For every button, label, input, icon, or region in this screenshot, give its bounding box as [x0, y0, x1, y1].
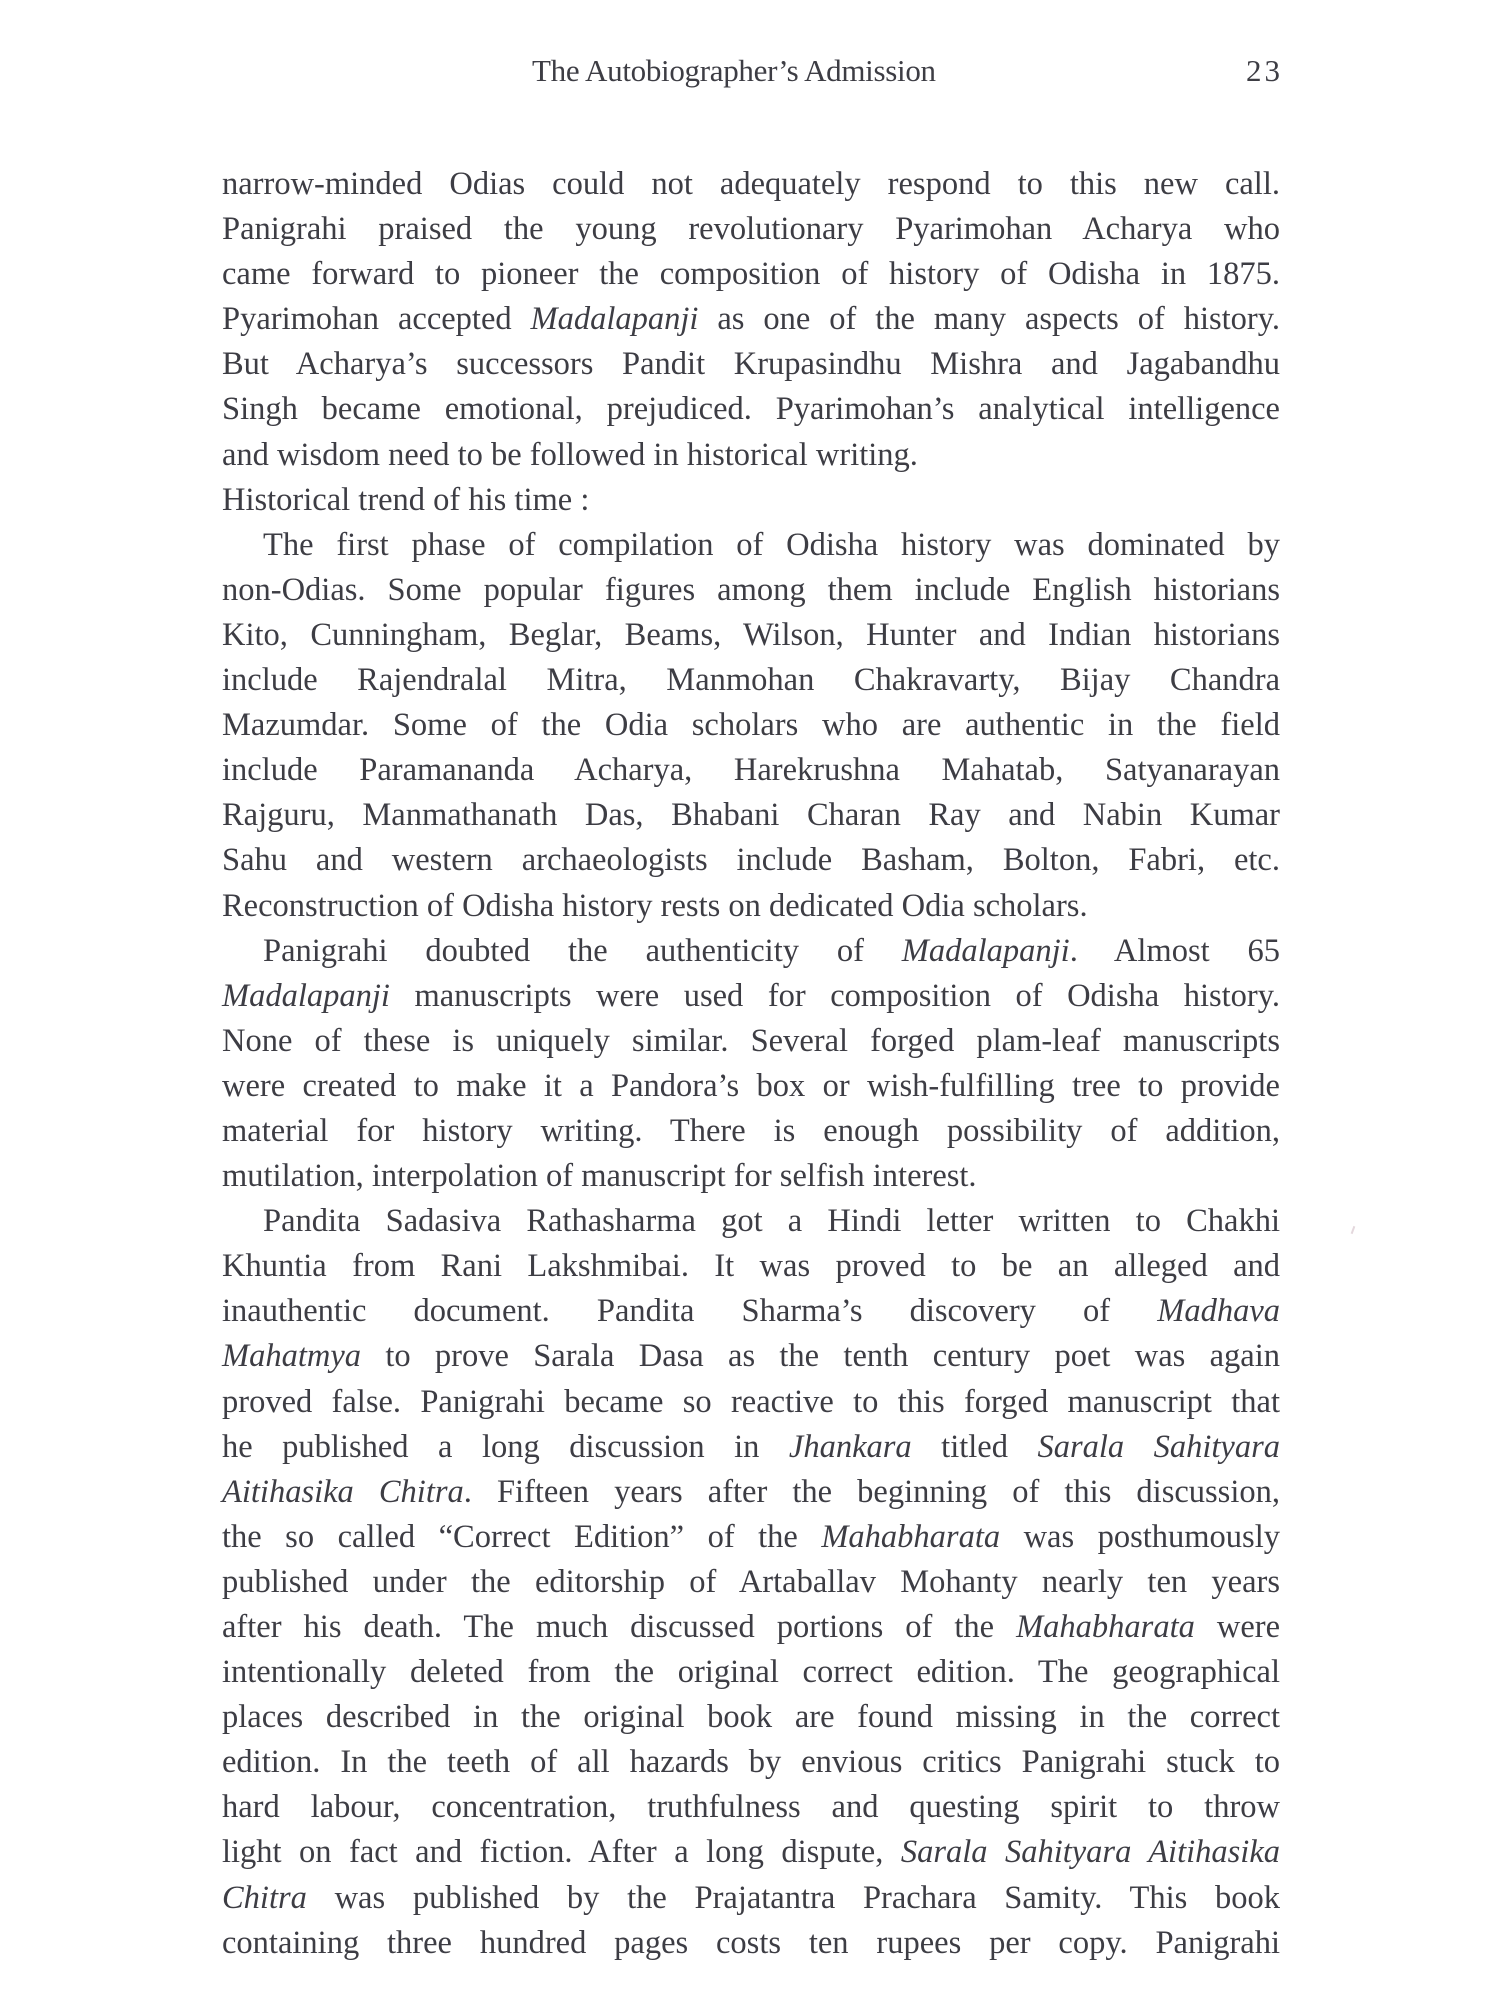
text-run: edition. In the teeth of all hazards by envious critics Panigrahi stuck to	[222, 1744, 1280, 1781]
text-line	[222, 162, 1280, 207]
text-line	[222, 1109, 1280, 1154]
italic-title: Aitihasika Chitra	[222, 1473, 464, 1510]
italic-title: Mahabharata	[1016, 1609, 1195, 1645]
text-run: Panigrahi doubted the authenticity of	[263, 932, 902, 969]
text-line	[222, 207, 1280, 252]
text-line	[222, 1289, 1280, 1334]
italic-title: Madalapanji	[530, 301, 699, 338]
text-line	[222, 433, 1280, 478]
text-line	[222, 884, 1280, 929]
text-line	[222, 1199, 1280, 1244]
text-line	[222, 1244, 1280, 1289]
text-run: came forward to pioneer the composition of history of Odisha in 1875.	[222, 256, 1280, 293]
text-run: Khuntia from Rani Lakshmibai. It was proved to be an alleged and	[222, 1248, 1280, 1285]
text-line	[222, 1605, 1280, 1650]
italic-title: Mahatmya	[222, 1338, 361, 1375]
text-line	[222, 929, 1280, 974]
text-run: Sahu and western archaeologists include Basham, Bolton, Fabri, etc.	[222, 842, 1280, 879]
italic-title: Sarala Sahityara Aitihasika	[900, 1834, 1280, 1871]
text-line	[222, 974, 1280, 1019]
text-run: non-Odias. Some popular figures among them include English historians	[222, 571, 1280, 608]
text-run: Rajguru, Manmathanath Das, Bhabani Charan Ray and Nabin Kumar	[222, 797, 1280, 834]
text-run: But Acharya’s successors Pandit Krupasindhu Mishra and Jagabandhu	[222, 346, 1280, 383]
body-text	[222, 162, 1280, 1966]
text-line	[222, 387, 1280, 432]
text-line	[222, 1019, 1280, 1064]
text-line	[222, 1650, 1280, 1695]
text-line	[222, 1921, 1280, 1966]
text-run: published under the editorship of Artaballav Mohanty nearly ten years	[222, 1563, 1280, 1600]
text-run: Kito, Cunningham, Beglar, Beams, Wilson, Hunter and Indian historians	[222, 616, 1280, 653]
italic-title: Madalapanji	[222, 977, 390, 1014]
text-line	[222, 1470, 1280, 1515]
text-run: were created to make it a Pandora’s box or wish-fulfilling tree to provide	[222, 1067, 1280, 1104]
text-run: to prove Sarala Dasa as the tenth century poet was again	[361, 1338, 1280, 1375]
text-run: mutilation, interpolation of manuscript for selfish interest.	[222, 1158, 977, 1195]
running-head-title: The Autobiographer’s Admission	[532, 53, 936, 88]
text-line	[222, 1425, 1280, 1470]
text-run: Panigrahi praised the young revolutionary Pyarimohan Acharya who	[222, 211, 1280, 248]
text-run: narrow-minded Odias could not adequately respond to this new call.	[222, 166, 1280, 202]
text-run: manuscripts were used for composition of Odisha history.	[389, 977, 1280, 1014]
text-run: he published a long discussion in	[222, 1428, 789, 1465]
text-run: None of these is uniquely similar. Several forged plam-leaf manuscripts	[222, 1022, 1280, 1059]
section-heading	[222, 478, 1280, 523]
text-run: . Fifteen years after the beginning of this discussion,	[463, 1473, 1280, 1510]
text-run: titled	[911, 1428, 1038, 1465]
italic-title: Jhankara	[788, 1428, 912, 1465]
text-run: inauthentic document. Pandita Sharma’s discovery of	[222, 1293, 1158, 1330]
text-line	[222, 568, 1280, 613]
text-run: the so called “Correct Edition” of the	[222, 1518, 822, 1555]
text-line	[222, 1876, 1280, 1921]
text-line	[222, 1380, 1280, 1425]
text-line	[222, 1785, 1280, 1830]
text-run: Reconstruction of Odisha history rests on dedicated Odia scholars.	[222, 887, 1088, 924]
text-run: Historical trend of his time :	[222, 481, 590, 518]
scan-speck	[1351, 1226, 1356, 1234]
text-run: Pandita Sadasiva Rathasharma got a Hindi letter written to Chakhi	[263, 1203, 1280, 1240]
text-run: Pyarimohan accepted	[222, 301, 531, 338]
text-line	[222, 838, 1280, 883]
text-run: intentionally deleted from the original correct edition. The geographical	[222, 1654, 1280, 1691]
text-run: were	[1194, 1609, 1280, 1645]
page-number: 23	[1246, 53, 1283, 88]
text-line	[222, 1560, 1280, 1605]
text-line	[222, 297, 1280, 342]
text-line	[222, 703, 1280, 748]
text-run: include Rajendralal Mitra, Manmohan Chakravarty, Bijay Chandra	[222, 662, 1280, 699]
text-run: and wisdom need to be followed in historical writing.	[222, 436, 918, 473]
text-run: Singh became emotional, prejudiced. Pyarimohan’s analytical intelligence	[222, 391, 1280, 428]
text-line	[222, 1064, 1280, 1109]
text-run: The first phase of compilation of Odisha history was dominated by	[263, 526, 1280, 563]
text-run: include Paramananda Acharya, Harekrushna Mahatab, Satyanarayan	[222, 752, 1280, 789]
text-line	[222, 1695, 1280, 1740]
text-line	[222, 1334, 1280, 1379]
italic-title: Mahabharata	[821, 1518, 1001, 1555]
italic-title: Madalapanji	[901, 932, 1070, 969]
text-line	[222, 1740, 1280, 1785]
text-run: was posthumously	[1000, 1518, 1280, 1555]
italic-title: Chitra	[222, 1879, 307, 1916]
text-run: was published by the Prajatantra Prachara Samity. This book	[306, 1879, 1280, 1916]
text-line	[222, 523, 1280, 568]
text-run: proved false. Panigrahi became so reactive to this forged manuscript that	[222, 1383, 1280, 1420]
text-line	[222, 748, 1280, 793]
text-run: hard labour, concentration, truthfulness and questing spirit to throw	[222, 1789, 1280, 1826]
text-line	[222, 1154, 1280, 1199]
italic-title: Madhava	[1157, 1293, 1280, 1330]
text-line	[222, 658, 1280, 703]
text-run: Mazumdar. Some of the Odia scholars who are authentic in the field	[222, 707, 1280, 744]
text-line	[222, 1830, 1280, 1875]
text-line	[222, 793, 1280, 838]
text-run: . Almost 65	[1069, 932, 1280, 969]
text-run: places described in the original book are found missing in the correct	[222, 1699, 1280, 1736]
text-run: material for history writing. There is enough possibility of addition,	[222, 1112, 1280, 1149]
text-run: as one of the many aspects of history.	[698, 301, 1280, 338]
text-line	[222, 613, 1280, 658]
text-line	[222, 1515, 1280, 1560]
text-run: containing three hundred pages costs ten rupees per copy. Panigrahi	[222, 1924, 1280, 1961]
text-line	[222, 252, 1280, 297]
text-run: light on fact and fiction. After a long dispute,	[222, 1834, 901, 1871]
text-run: after his death. The much discussed portions of the	[222, 1609, 1017, 1645]
text-line	[222, 342, 1280, 387]
italic-title: Sarala Sahityara	[1037, 1428, 1281, 1465]
